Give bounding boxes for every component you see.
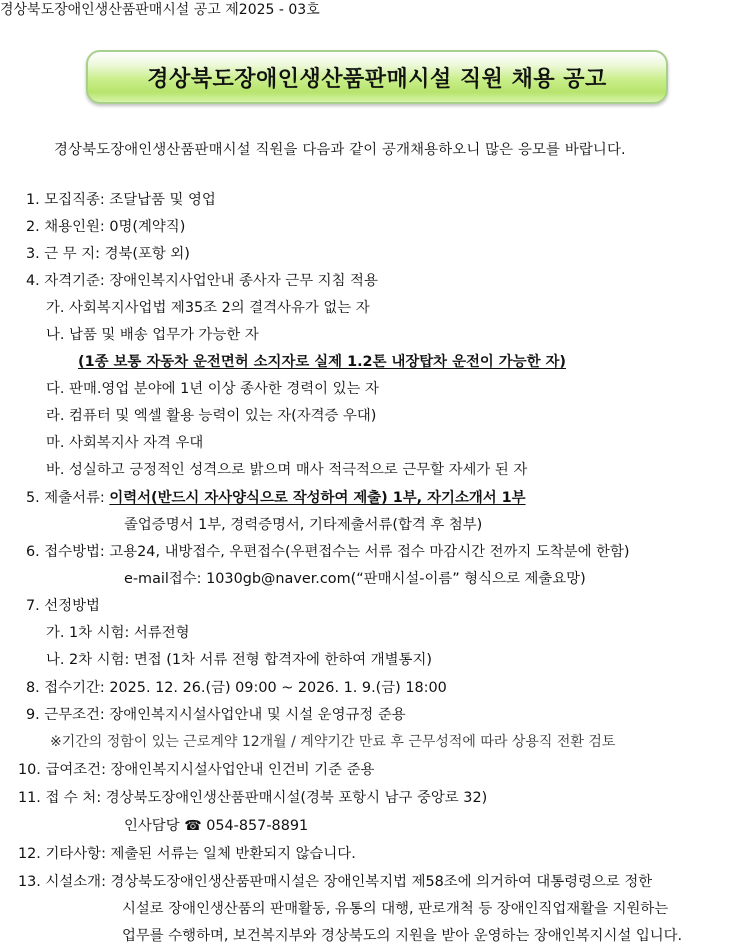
item-4-sub-b-license-note: (1종 보통 자동차 운전면허 소지자로 실제 1.2톤 내장탑차 운전이 가능한 자) — [78, 354, 566, 370]
item-7-sub-a: 가. 1차 시험: 서류전형 — [46, 625, 190, 641]
phone-icon: ☎ — [184, 818, 202, 834]
item-9-conditions: 9. 근무조건: 장애인복지시설사업안내 및 시설 운영규정 준용 — [26, 707, 406, 723]
item-12-etc: 12. 기타사항: 제출된 서류는 일체 반환되지 않습니다. — [18, 846, 356, 862]
item-3-location: 3. 근 무 지: 경북(포항 외) — [26, 246, 190, 262]
item-13-intro-3: 업무를 수행하며, 보건복지부와 경상북도의 지원을 받아 운영하는 장애인복지시설 입니다. — [122, 928, 683, 944]
item-9-contract-note: ※기간의 정함이 있는 근로계약 12개월 / 계약기간 만료 후 근무성적에 따라 상용직 전환 검토 — [50, 734, 616, 750]
item-6-application-method: 6. 접수방법: 고용24, 내방접수, 우편접수(우편접수는 서류 접수 마감시간 전까지 도착분에 한함) — [26, 544, 630, 560]
document-number: 경상북도장애인생산품판매시설 공고 제2025 - 03호 — [0, 2, 320, 18]
item-4-sub-e: 마. 사회복지사 자격 우대 — [46, 435, 204, 451]
item-5-required-docs: 이력서(반드시 자사양식으로 작성하여 제출) 1부, 자기소개서 1부 — [109, 490, 526, 506]
item-5-additional-docs: 졸업증명서 1부, 경력증명서, 기타제출서류(합격 후 첨부) — [124, 517, 483, 533]
item-10-salary: 10. 급여조건: 장애인복지시설사업안내 인건비 기준 준용 — [18, 762, 375, 778]
item-5-documents — [26, 488, 526, 508]
contact-phone: 054-857-8891 — [201, 818, 309, 834]
item-4-sub-b: 나. 납품 및 배송 업무가 가능한 자 — [46, 327, 259, 343]
item-4-qualifications: 4. 자격기준: 장애인복지사업안내 종사자 근무 지침 적용 — [26, 273, 378, 289]
item-6-email: e-mail접수: 1030gb@naver.com(“판매시설-이름” 형식으로 제출요망) — [124, 571, 586, 587]
item-7-selection: 7. 선정방법 — [26, 598, 100, 614]
item-2-headcount: 2. 채용인원: 0명(계약직) — [26, 219, 186, 235]
item-13-intro: 13. 시설소개: 경상북도장애인생산품판매시설은 장애인복지법 제58조에 의거하여 대통령령으로 정한 — [18, 874, 653, 890]
item-11-contact — [124, 816, 308, 836]
item-1-job-type: 1. 모집직종: 조달납품 및 영업 — [26, 192, 216, 208]
title-banner — [86, 50, 668, 104]
intro-paragraph: 경상북도장애인생산품판매시설 직원을 다음과 같이 공개채용하오니 많은 응모를 바랍니다. — [54, 142, 626, 158]
item-13-intro-2: 시설로 장애인생산품의 판매활동, 유통의 대행, 판로개척 등 장애인직업재활을 지원하는 — [122, 901, 669, 917]
item-4-sub-f: 바. 성실하고 긍정적인 성격으로 밝으며 매사 적극적으로 근무할 자세가 된 자 — [46, 462, 528, 478]
item-7-sub-b: 나. 2차 시험: 면접 (1차 서류 전형 합격자에 한하여 개별통지) — [46, 652, 432, 668]
item-5-label: 5. 제출서류: — [26, 490, 110, 506]
item-4-sub-c: 다. 판매.영업 분야에 1년 이상 종사한 경력이 있는 자 — [46, 381, 379, 397]
item-8-period: 8. 접수기간: 2025. 12. 26.(금) 09:00 ~ 2026. 1. 9.(금) 18:00 — [26, 680, 447, 696]
page-title: 경상북도장애인생산품판매시설 직원 채용 공고 — [147, 66, 607, 92]
contact-label: 인사담당 — [124, 818, 185, 834]
item-4-sub-d: 라. 컴퓨터 및 엑셀 활용 능력이 있는 자(자격증 우대) — [46, 408, 377, 424]
item-11-office: 11. 접 수 처: 경상북도장애인생산품판매시설(경북 포항시 남구 중앙로 32) — [18, 790, 488, 806]
item-4-sub-a: 가. 사회복지사업법 제35조 2의 결격사유가 없는 자 — [46, 300, 370, 316]
